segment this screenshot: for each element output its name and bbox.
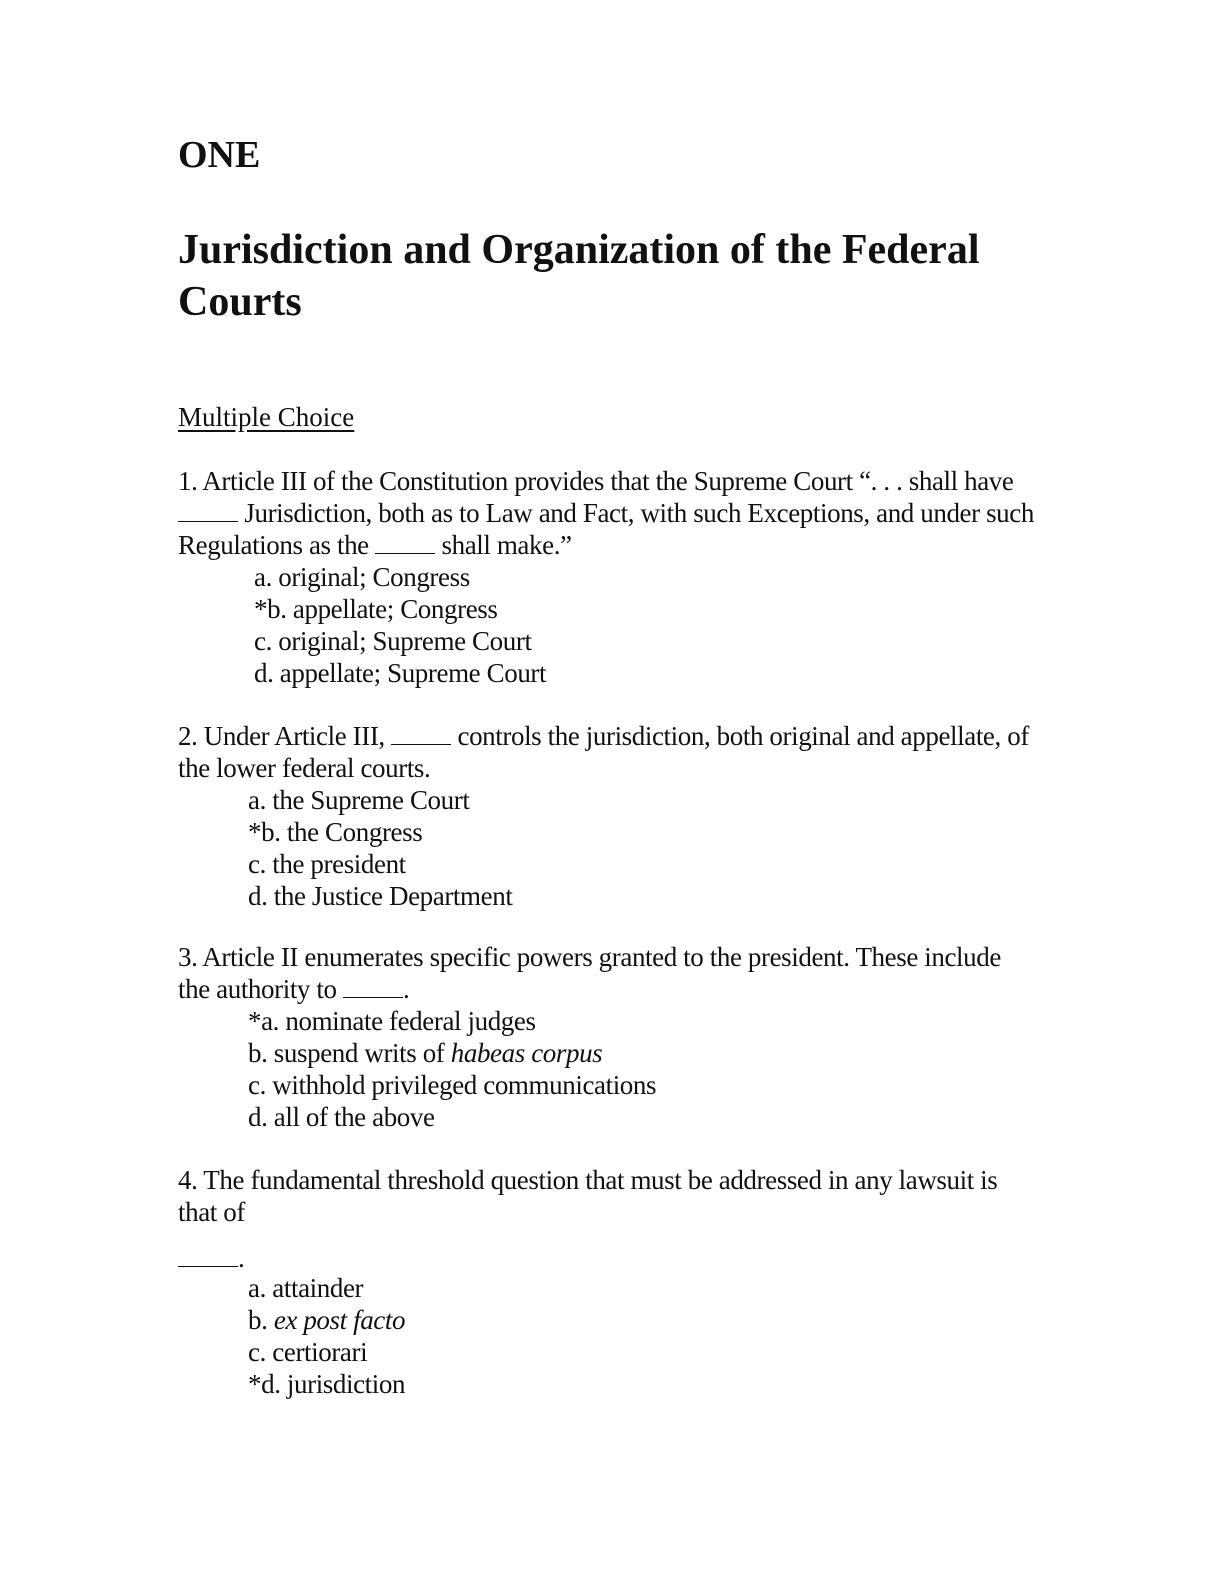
chapter-title: Jurisdiction and Organization of the Federal Courts xyxy=(178,227,980,325)
stem-text: 3. Article II enumerates specific powers granted to the president. These include the authority to xyxy=(178,942,1001,1004)
stem-text: Jurisdiction, both as to Law and Fact, with such Exceptions, and under such Regulations as the xyxy=(178,498,1034,560)
answer-option: a. attainder xyxy=(248,1273,364,1303)
question-stem-continued xyxy=(178,1242,1038,1272)
answer-option: a. the Supreme Court xyxy=(248,785,470,815)
answer-option: c. withhold privileged communications xyxy=(248,1070,657,1100)
answer-option: c. certiorari xyxy=(248,1337,368,1367)
answer-option xyxy=(248,1037,1038,1069)
question-1 xyxy=(178,465,1038,689)
option-text: b. xyxy=(248,1305,274,1335)
stem-text: 2. Under Article III, xyxy=(178,721,385,751)
question-3 xyxy=(178,941,1038,1133)
question-stem xyxy=(178,465,1038,561)
stem-text: controls the jurisdiction, both original and appellate, of the lower federal courts. xyxy=(178,721,1029,783)
stem-text: . xyxy=(238,1243,245,1273)
answer-blank xyxy=(375,531,435,554)
question-stem xyxy=(178,941,1038,1005)
answer-options xyxy=(178,1005,1038,1133)
answer-option: c. the president xyxy=(248,849,406,879)
stem-text: 1. Article III of the Constitution provides that the Supreme Court “. . . shall have xyxy=(178,466,1014,496)
answer-blank xyxy=(178,499,238,522)
question-2 xyxy=(178,720,1038,912)
question-stem: 4. The fundamental threshold question that must be addressed in any lawsuit is that of xyxy=(178,1165,998,1227)
stem-text: shall make.” xyxy=(441,530,572,560)
answer-option-correct: *d. jurisdiction xyxy=(248,1369,406,1399)
answer-blank xyxy=(343,975,403,998)
stem-text: . xyxy=(402,974,410,1004)
answer-option: d. the Justice Department xyxy=(248,881,513,911)
option-text-italic: habeas corpus xyxy=(450,1038,603,1068)
answer-option: d. appellate; Supreme Court xyxy=(254,658,547,688)
answer-options xyxy=(178,784,1038,912)
answer-option: d. all of the above xyxy=(248,1102,435,1132)
answer-option: c. original; Supreme Court xyxy=(254,626,532,656)
answer-blank xyxy=(178,1244,238,1267)
answer-blank xyxy=(391,722,451,745)
answer-option-correct: *b. the Congress xyxy=(248,817,423,847)
answer-option-correct: *a. nominate federal judges xyxy=(248,1006,536,1036)
answer-option xyxy=(248,1304,1038,1336)
section-heading: Multiple Choice xyxy=(178,402,355,432)
answer-options xyxy=(178,1272,1038,1400)
answer-option-correct: *b. appellate; Congress xyxy=(254,594,498,624)
answer-options xyxy=(178,561,1038,689)
question-4 xyxy=(178,1164,1038,1400)
option-text: b. suspend writs of xyxy=(248,1038,451,1068)
option-text-italic: ex post facto xyxy=(273,1305,406,1335)
answer-option: a. original; Congress xyxy=(254,562,470,592)
question-stem xyxy=(178,720,1038,784)
chapter-number: ONE xyxy=(178,134,261,176)
